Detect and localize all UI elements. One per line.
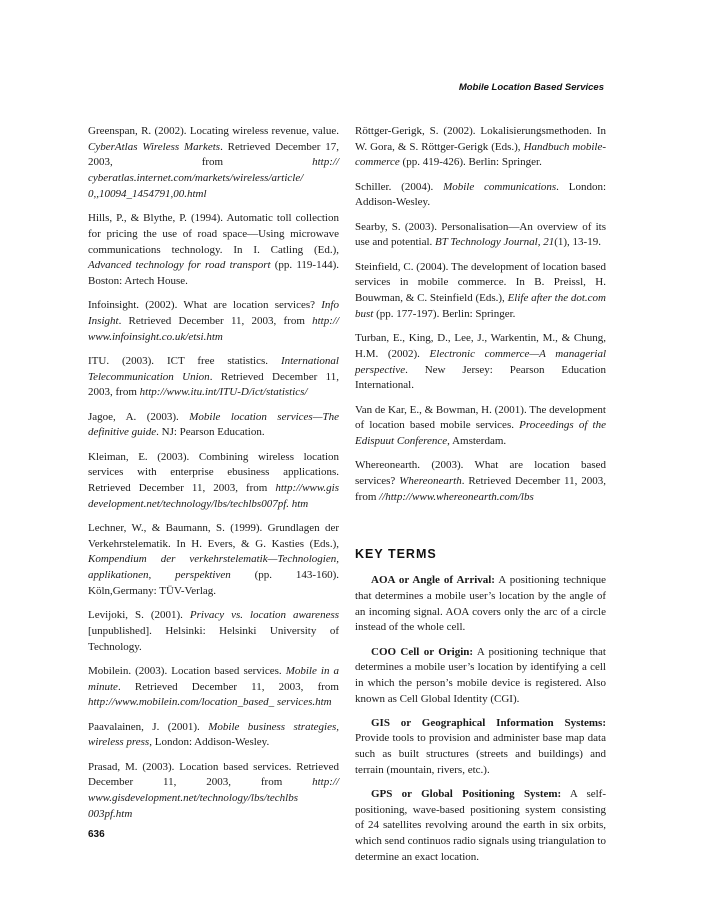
reference-entry xyxy=(88,211,339,290)
right-column xyxy=(355,124,606,874)
key-term-name: GIS or Geographical Information Systems: xyxy=(371,716,606,729)
page-number: 636 xyxy=(88,829,105,840)
reference-entry xyxy=(355,220,606,251)
reference-text: . Retrieved December 11, 2003, from xyxy=(355,474,606,503)
reference-title: Proceedings of the Edispuut Conference xyxy=(355,419,606,447)
reference-url: http://www.itu.int/ITU-D/ict/statistics/ xyxy=(139,386,308,399)
key-term-entry xyxy=(355,573,606,636)
reference-text: (pp. 143-160). Köln,Germany: TÜV-Verlag. xyxy=(88,569,339,597)
reference-url: http://www.gis development.net/technology/lbs/techlbs007pf. htm xyxy=(88,482,339,510)
reference-title: Info Insight xyxy=(88,299,339,327)
reference-text: [unpublished]. Helsinki: Helsinki University of Technology. xyxy=(88,624,339,653)
reference-text: . Retrieved December 11, 2003, from xyxy=(118,314,313,327)
references-right-list xyxy=(355,124,606,505)
reference-text: Whereonearth. (2003). What are location based services? xyxy=(355,459,606,487)
reference-url: http:// www.infoinsight.co.uk/etsi.htm xyxy=(88,314,339,343)
reference-text: Prasad, M. (2003). Location based services. Retrieved December 11, 2003, from xyxy=(88,760,339,789)
reference-title: Mobile location services—The definitive guide xyxy=(88,410,339,439)
reference-text: Turban, E., King, D., Lee, J., Warkentin, M., & Chung, H.M. (2002). xyxy=(355,332,606,360)
reference-text: (pp. 119-144). Boston: Artech House. xyxy=(88,259,339,287)
reference-title: Electronic commerce—A managerial perspective xyxy=(355,347,606,376)
reference-entry xyxy=(88,124,339,203)
reference-text: Searby, S. (2003). Personalisation—An overview of its use and potential. xyxy=(355,220,606,249)
running-header: Mobile Location Based Services xyxy=(458,82,604,93)
reference-title: Whereonearth xyxy=(399,474,462,487)
reference-entry xyxy=(355,180,606,211)
reference-text: . New Jersey: Pearson Education International. xyxy=(355,363,606,392)
reference-text: . London: Addison-Wesley. xyxy=(355,180,606,209)
reference-title: Advanced technology for road transport xyxy=(88,259,271,272)
reference-text: Schiller. (2004). xyxy=(355,180,444,193)
key-term-name: GPS or Global Positioning System: xyxy=(371,787,562,800)
reference-entry xyxy=(88,521,339,600)
reference-text: , Amsterdam. xyxy=(447,434,507,447)
reference-text: Mobilein. (2003). Location based services. xyxy=(88,664,286,677)
reference-entry xyxy=(355,124,606,171)
reference-text: ITU. (2003). ICT free statistics. xyxy=(88,354,281,367)
reference-title: CyberAtlas Wireless Markets xyxy=(88,140,221,153)
reference-text: Hills, P., & Blythe, P. (1994). Automatic toll collection for pricing the use of road space—Using microwave communications technology. In I. Catling (Ed.), xyxy=(88,212,339,256)
reference-text: Greenspan, R. (2002). Locating wireless revenue, value. xyxy=(88,125,339,137)
key-terms-heading: KEY TERMS xyxy=(355,547,437,562)
reference-title: Privacy vs. location awareness xyxy=(189,609,340,622)
key-term-definition: Provide tools to provision and administer base map data such as built structures (streets and buildings) and terrain (mountain, rivers, etc.). xyxy=(355,732,606,776)
key-term-definition: A positioning technique that determines a mobile user’s location by the angle of an incoming signal. AOA covers only the arc of a circle instead of the whole cell. xyxy=(355,574,606,634)
reference-url: http:// cyberatlas.internet.com/markets/wireless/article/ 0,,10094_1454791,00.html xyxy=(88,156,339,200)
reference-text: (pp. 177-197). Berlin: Springer. xyxy=(373,307,516,320)
reference-entry xyxy=(355,403,606,450)
reference-entry xyxy=(88,298,339,345)
reference-text: . NJ: Pearson Education. xyxy=(156,426,265,439)
reference-text: Levijoki, S. (2001). xyxy=(88,609,190,622)
key-terms-list xyxy=(355,573,606,865)
reference-entry xyxy=(88,760,339,823)
reference-title: Mobile communications xyxy=(443,180,557,193)
reference-entry xyxy=(88,664,339,711)
reference-text: (1), 13-19. xyxy=(554,236,601,249)
reference-entry xyxy=(355,331,606,394)
reference-text: . Retrieved December 17, 2003, from xyxy=(88,140,339,169)
reference-entry xyxy=(355,458,606,505)
reference-text: . Retrieved December 11, 2003, from xyxy=(88,370,340,399)
reference-text: Infoinsight. (2002). What are location services? xyxy=(88,299,322,312)
reference-entry xyxy=(88,608,339,655)
reference-url: http://www.mobilein.com/location_based_ services.htm xyxy=(88,696,332,709)
reference-entry xyxy=(88,720,339,751)
references-left-column xyxy=(88,124,339,831)
reference-url: //http://www.whereonearth.com/lbs xyxy=(379,490,534,503)
reference-text: (pp. 419-426). Berlin: Springer. xyxy=(399,156,542,169)
reference-text: . Retrieved December 11, 2003, from xyxy=(117,680,339,693)
reference-title: International Telecommunication Union xyxy=(88,354,339,383)
key-term-definition: A positioning technique that determines a mobile user’s location by identifying a cell in which the person’s mobile device is registered. Also known as Cell Global Identity (CGI). xyxy=(355,645,606,705)
reference-text: Van de Kar, E., & Bowman, H. (2001). The development of location based mobile services. xyxy=(355,403,606,432)
reference-text: Steinfield, C. (2004). The development of location based services in mobile commerce. In B. Preissl, H. Bouwman, & C. Steinfield (Eds.), xyxy=(355,260,606,305)
key-term-name: AOA or Angle of Arrival: xyxy=(371,574,495,587)
reference-entry xyxy=(88,410,339,441)
key-term-entry xyxy=(355,787,606,866)
reference-text: Paavalainen, J. (2001). xyxy=(88,720,209,733)
reference-text: Lechner, W., & Baumann, S. (1999). Grundlagen der Verkehrstelematik. In H. Evers, & G. Kasties (Eds.), xyxy=(88,522,339,550)
reference-title: Elife after the dot.com bust xyxy=(355,292,606,320)
reference-text: , London: Addison-Wesley. xyxy=(149,736,270,749)
key-term-definition: A self-positioning, wave-based positioning system consisting of 24 satellites revolving around the earth in six orbits, which send continuos radio signals using triangulation to determine an exact location. xyxy=(355,787,606,863)
reference-title: Handbuch mobile-commerce xyxy=(355,140,606,169)
reference-text: Jagoe, A. (2003). xyxy=(88,410,190,423)
key-term-name: COO Cell or Origin: xyxy=(371,645,474,658)
reference-title: Mobile in a minute xyxy=(88,664,340,693)
reference-entry xyxy=(88,354,339,401)
reference-text: Röttger-Gerigk, S. (2002). Lokalisierungsmethoden. In W. Gora, & S. Röttger-Gerigk (Eds.), xyxy=(355,125,606,153)
reference-text: Kleiman, E. (2003). Combining wireless location services with enterprise ebusiness applications. Retrieved December 11, 2003, from xyxy=(88,450,339,495)
reference-title: Kompendium der verkehrstelematik—Technologien, applikationen, perspektiven xyxy=(88,553,339,582)
key-term-entry xyxy=(355,716,606,779)
reference-title: BT Technology Journal, 21 xyxy=(435,236,555,249)
reference-entry xyxy=(355,260,606,323)
key-term-entry xyxy=(355,645,606,708)
reference-url: http:// www.gisdevelopment.net/technology/lbs/techlbs 003pf.htm xyxy=(88,776,339,820)
reference-entry xyxy=(88,450,339,513)
reference-title: Mobile business strategies, wireless press xyxy=(88,720,339,749)
